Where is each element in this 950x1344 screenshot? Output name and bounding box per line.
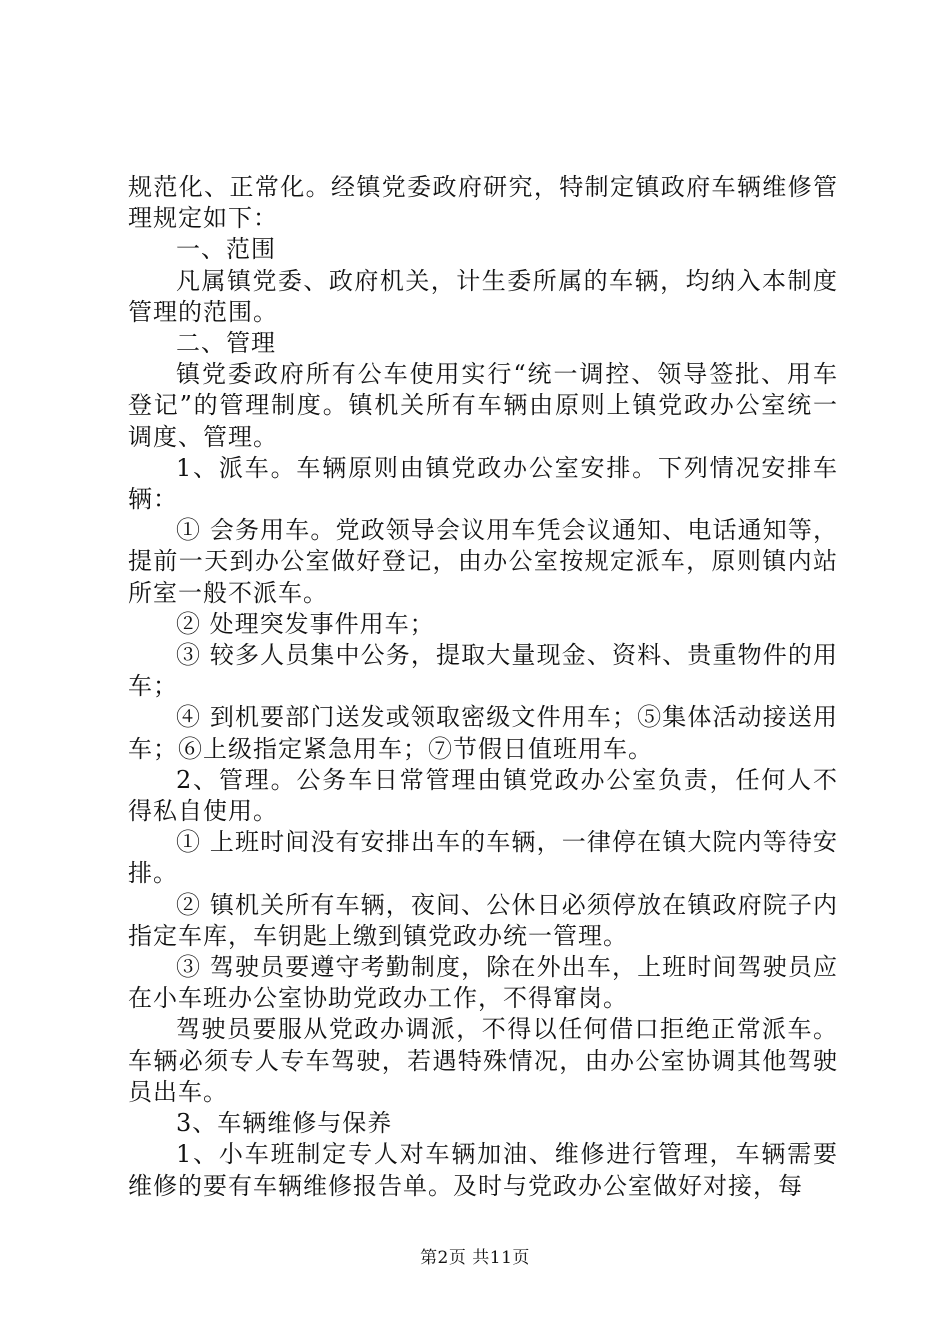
list-item-bulk-business-vehicle: ③ 较多人员集中公务，提取大量现金、资料、贵重物件的用车； [128,641,838,701]
section-heading-maintenance: 3、车辆维修与保养 [176,1109,393,1138]
paragraph-dispatch: 1、派车。车辆原则由镇党政办公室安排。下列情况安排车辆： [128,453,838,514]
list-item-confidential-documents-vehicle: ④ 到机要部门送发或领取密级文件用车；⑤集体活动接送用车；⑥上级指定紧急用车；⑦节假日值班用车。 [128,703,838,763]
paragraph-daily-management: 2、管理。公务车日常管理由镇党政办公室负责，任何人不得私自使用。 [128,765,838,826]
paragraph-management-policy: 镇党委政府所有公车使用实行“统一调控、领导签批、用车登记”的管理制度。镇机关所有车辆由原则上镇党政办公室统一调度、管理。 [128,360,838,451]
list-item-emergency-vehicle: ② 处理突发事件用车； [176,609,435,638]
section-heading-scope: 一、范围 [176,235,276,264]
paragraph-intro-continuation: 规范化、正常化。经镇党委政府研究，特制定镇政府车辆维修管理规定如下： [128,173,838,233]
list-item-driver-attendance: ③ 驾驶员要遵守考勤制度，除在外出车，上班时间驾驶员应在小车班办公室协助党政办工作，不得窜岗。 [128,953,838,1013]
document-body [128,172,838,1202]
paragraph-maintenance-item-1: 1、小车班制定专人对车辆加油、维修进行管理，车辆需要维修的要有车辆维修报告单。及时与党政办公室做好对接，每 [128,1140,838,1200]
section-heading-management: 二、管理 [176,329,276,358]
paragraph-scope: 凡属镇党委、政府机关，计生委所属的车辆，均纳入本制度管理的范围。 [128,266,838,326]
list-item-parking-during-work: ① 上班时间没有安排出车的车辆，一律停在镇大院内等待安排。 [128,828,838,888]
paragraph-driver-obligations: 驾驶员要服从党政办调派，不得以任何借口拒绝正常派车。车辆必须专人专车驾驶，若遇特殊情况，由办公室协调其他驾驶员出车。 [128,1015,838,1106]
page-number-footer: 第2页 共11页 [420,1248,530,1268]
list-item-meeting-vehicle: ① 会务用车。党政领导会议用车凭会议通知、电话通知等，提前一天到办公室做好登记，由办公室按规定派车，原则镇内站所室一般不派车。 [128,516,838,607]
list-item-overnight-parking: ② 镇机关所有车辆，夜间、公休日必须停放在镇政府院子内指定车库，车钥匙上缴到镇党政办统一管理。 [128,890,838,950]
